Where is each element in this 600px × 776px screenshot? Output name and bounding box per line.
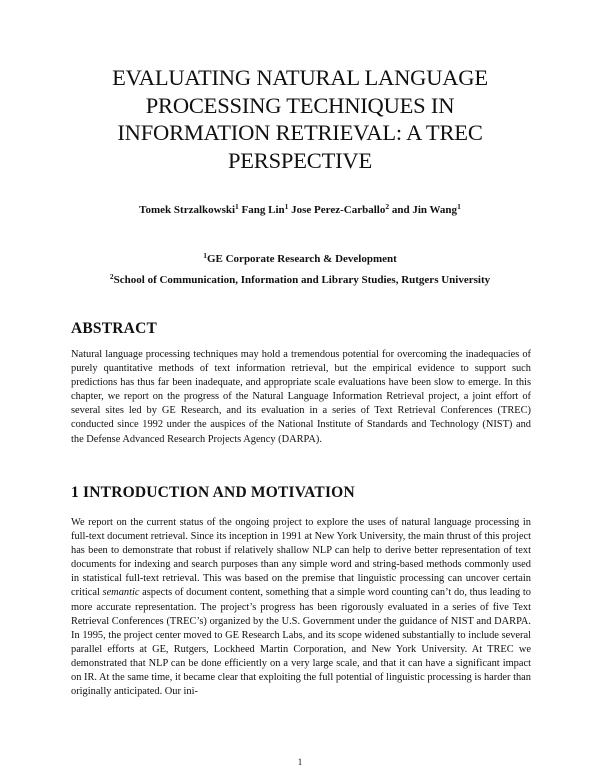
affiliation-text: School of Communication, Information and Library Studies, Rutgers University — [113, 274, 491, 286]
author-affiliation-mark: 1 — [457, 202, 461, 211]
title-line: INFORMATION RETRIEVAL: A TREC — [117, 120, 483, 145]
section-1-text-part: We report on the current status of the ongoing project to explore the uses of natural language processing in full-text document retrieval. Since its inception in 1991 at New York University, the main thrust of this project has been to demonstrate that robust if relatively shallow NLP can help to derive better representation of text documents for indexing and search purposes than any simple word and string-based methods commonly used in statistical full-text retrieval. This was based on the premise that linguistic processing can uncover certain critical — [71, 517, 531, 599]
author-affiliation-mark: 1 — [235, 202, 239, 211]
page-number: 1 — [297, 757, 303, 767]
title-line: PROCESSING TECHNIQUES IN — [145, 92, 455, 118]
author-affiliation-mark: 2 — [385, 202, 390, 211]
affiliation-text: GE Corporate Research & Development — [206, 253, 397, 265]
paper-title — [60, 64, 540, 174]
author-name: Tomek Strzalkowski — [139, 204, 236, 216]
affiliation-mark: 2 — [109, 272, 114, 281]
title-line: EVALUATING NATURAL LANGUAGE — [112, 65, 488, 90]
section-1-text-part: aspects of document content, something that a simple word counting can’t do, thus leading to more accurate representation. The project’s progress has been rigorously evaluated in a series of five Text Retrieval Conferences (TREC’s) organized by the U.S. Government under the guidance of NIST and DARPA. In 1995, the project center moved to GE Research Labs, and its scope widened substantially to include several parallel efforts at GE, Rutgers, Lockheed Martin Corporation, and New York University. At TREC we demonstrated that NLP can be done efficiently on a very large scale, and that it can have a significant impact on IR. At the same time, it became clear that exploiting the full potential of linguistic processing is harder than originally anticipated. Our ini- — [71, 587, 531, 698]
author-affiliation-mark: 1 — [284, 202, 289, 211]
author-name: and Jin Wang — [391, 204, 458, 216]
emphasized-word: semantic — [102, 587, 140, 599]
abstract-text: Natural language processing techniques may hold a tremendous potential for overcoming the inadequacies of purely quantitative methods of text information retrieval, but the empirical evidence to support such predictions has thus far been inadequate, and appropriate scale evaluations have been slow to emerge. In this chapter, we report on the progress of the Natural Language Information Retrieval project, a joint effort of several sites led by GE Research, and its evaluation in a series of Text Retrieval Conferences (TREC) conducted since 1992 under the auspices of the National Institute of Standards and Technology (NIST) and the Defense Advanced Research Projects Agency (DARPA). — [71, 349, 531, 445]
affiliation-mark: 1 — [203, 251, 207, 260]
title-line: PERSPECTIVE — [227, 147, 373, 173]
abstract-heading: ABSTRACT — [71, 320, 158, 337]
affiliation-2 — [40, 274, 560, 286]
author-name: Fang Lin — [241, 204, 285, 216]
author-name: Jose Perez-Carballo — [291, 204, 386, 216]
section-1-text — [71, 516, 531, 699]
affiliation-1 — [40, 253, 560, 265]
section-1-heading: 1 INTRODUCTION AND MOTIVATION — [71, 484, 355, 501]
author-list — [40, 204, 560, 216]
